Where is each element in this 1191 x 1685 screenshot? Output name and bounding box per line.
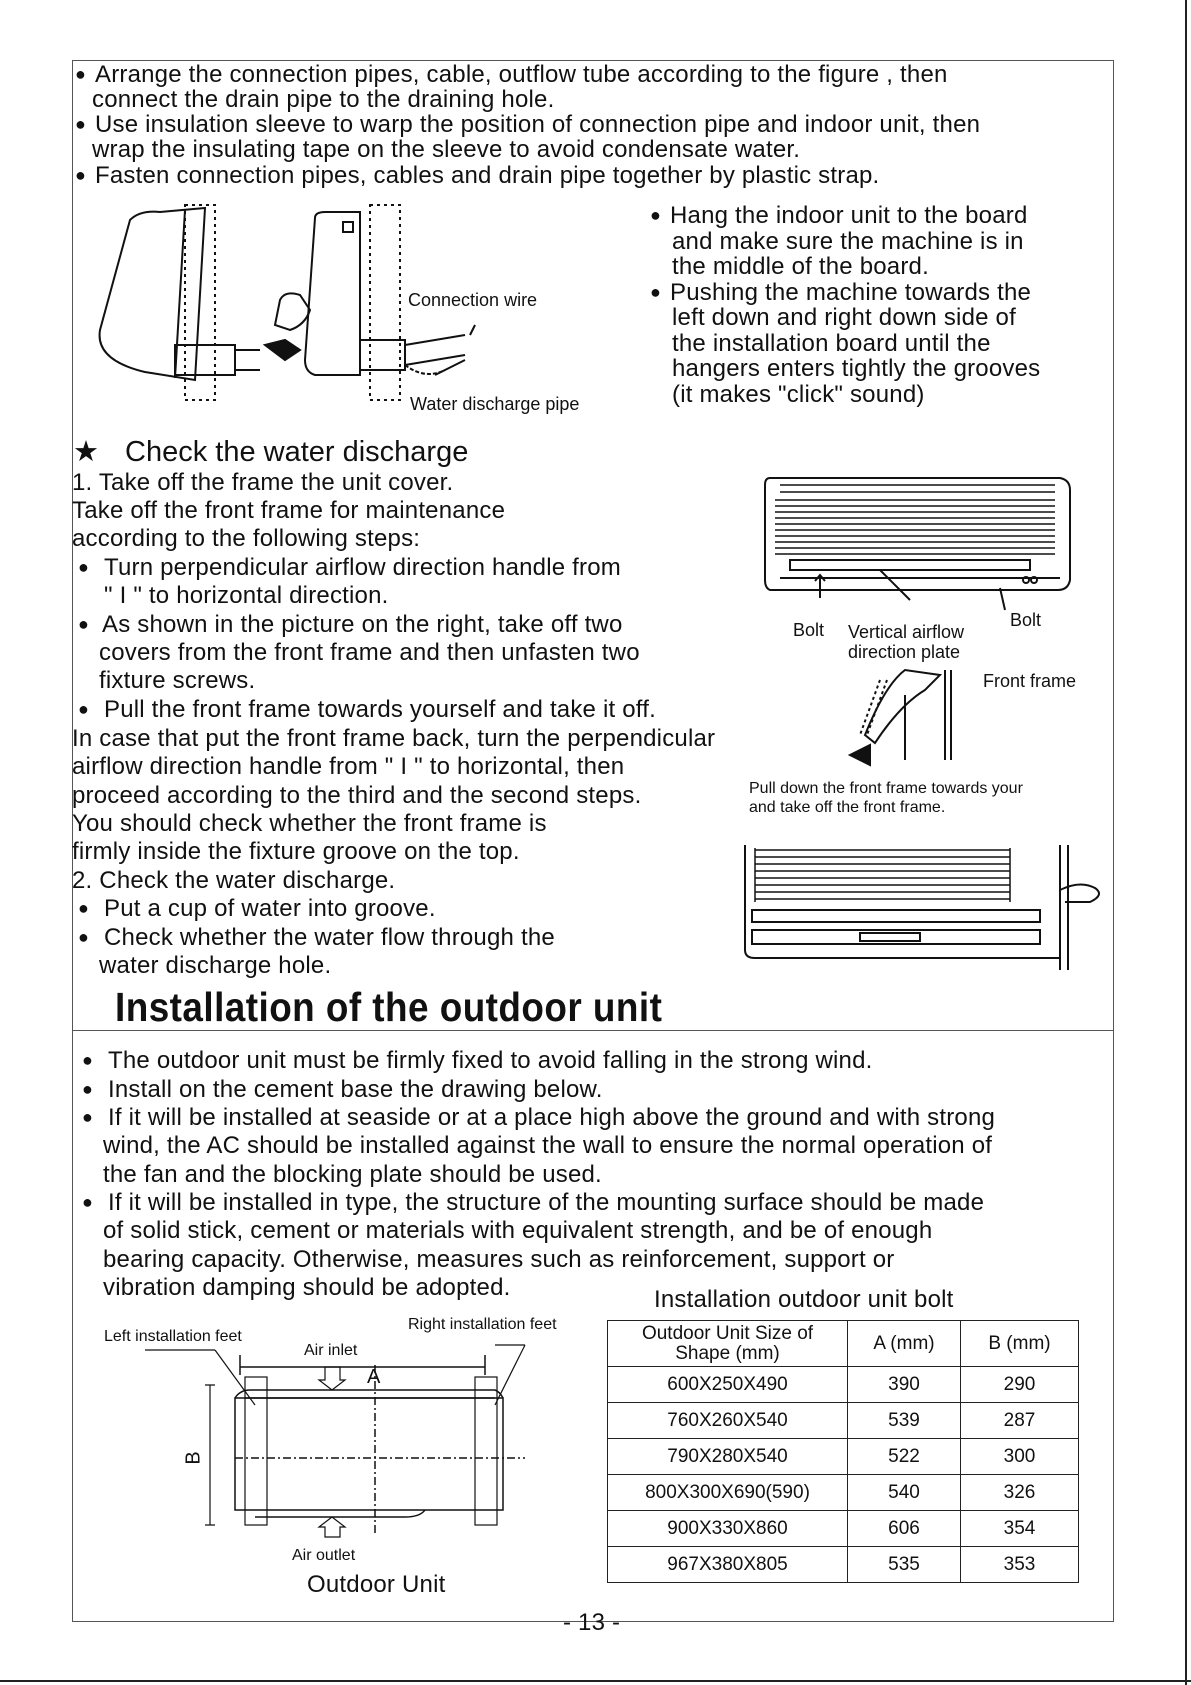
bullet-icon: ● <box>78 898 89 918</box>
bullet-icon: ● <box>75 64 86 84</box>
table-header-a: A (mm) <box>848 1321 961 1367</box>
table-cell-a: 539 <box>848 1403 961 1439</box>
text-line: In case that put the front frame back, turn the perpendicular <box>72 725 716 752</box>
table-row <box>608 1475 1079 1511</box>
text-line: hangers enters tightly the grooves <box>672 355 1041 382</box>
table-cell-b: 326 <box>961 1475 1079 1511</box>
air-outlet-label: Air outlet <box>292 1547 356 1564</box>
right-installation-feet-label: Right installation feet <box>408 1316 557 1333</box>
text-line: Arrange the connection pipes, cable, outflow tube according to the figure , then <box>95 61 948 88</box>
text-line: bearing capacity. Otherwise, measures such as reinforcement, support or <box>103 1246 895 1273</box>
text-line: 2. Check the water discharge. <box>72 867 396 894</box>
outdoor-unit-caption: Outdoor Unit <box>307 1571 446 1598</box>
air-inlet-label: Air inlet <box>304 1342 358 1359</box>
text-line: " I " to horizontal direction. <box>104 582 389 609</box>
table-header-b: B (mm) <box>961 1321 1079 1367</box>
bullet-icon: ● <box>75 165 86 185</box>
front-frame-label: Front frame <box>983 671 1077 691</box>
table-cell-b: 287 <box>961 1403 1079 1439</box>
table-cell-size: 800X300X690(590) <box>608 1475 848 1511</box>
vertical-plate-label-line2: direction plate <box>848 642 961 662</box>
table-row <box>608 1403 1079 1439</box>
text-line: vibration damping should be adopted. <box>103 1274 511 1301</box>
table-cell-b: 300 <box>961 1439 1079 1475</box>
text-line: the installation board until the <box>672 330 991 357</box>
text-line: You should check whether the front frame is <box>72 810 547 837</box>
water-discharge-pipe-label: Water discharge pipe <box>410 394 580 414</box>
table-row <box>608 1367 1079 1403</box>
text-line: Turn perpendicular airflow direction handle from <box>104 554 621 581</box>
indoor-unit-front-figure <box>760 470 1080 610</box>
bullet-icon: ● <box>82 1079 93 1099</box>
table-cell-a: 540 <box>848 1475 961 1511</box>
text-line: water discharge hole. <box>99 952 332 979</box>
bullet-icon: ● <box>82 1107 93 1127</box>
text-line: 1. Take off the frame the unit cover. <box>72 469 454 496</box>
table-header-size <box>608 1321 848 1367</box>
outdoor-unit-diagram <box>195 1345 535 1545</box>
front-frame-removal-figure <box>845 665 965 765</box>
indoor-unit-hanging-figure <box>85 200 645 420</box>
table-cell-size: 600X250X490 <box>608 1367 848 1403</box>
text-line: Pull the front frame towards yourself and take it off. <box>104 696 656 723</box>
front-frame-caption-line2: and take off the front frame. <box>749 799 946 816</box>
text-line: the fan and the blocking plate should be used. <box>103 1161 602 1188</box>
bolt-right-label: Bolt <box>1010 610 1042 630</box>
text-line: according to the following steps: <box>72 525 421 552</box>
table-cell-a: 390 <box>848 1367 961 1403</box>
table-row <box>608 1439 1079 1475</box>
text-line: firmly inside the fixture groove on the top. <box>72 838 520 865</box>
text-line: proceed according to the third and the second steps. <box>72 782 642 809</box>
text-line: the middle of the board. <box>672 253 929 280</box>
text-line: of solid stick, cement or materials with equivalent strength, and be of enough <box>103 1217 933 1244</box>
text-line: wrap the insulating tape on the sleeve to avoid condensate water. <box>92 136 801 163</box>
table-cell-a: 606 <box>848 1511 961 1547</box>
text-line: Fasten connection pipes, cables and drain pipe together by plastic strap. <box>95 162 880 189</box>
text-line: and make sure the machine is in <box>672 228 1024 255</box>
page-edge-bottom <box>0 1680 1191 1682</box>
dimension-b-label: B <box>182 1451 205 1465</box>
left-installation-feet-label: Left installation feet <box>104 1328 242 1345</box>
page-number: - 13 - <box>563 1609 621 1636</box>
table-cell-size: 967X380X805 <box>608 1547 848 1583</box>
bullet-icon: ● <box>650 205 661 225</box>
table-header-size-text: Outdoor Unit Size of Shape (mm) <box>641 1322 814 1364</box>
outdoor-section-title: Installation of the outdoor unit <box>115 984 663 1030</box>
text-line: If it will be installed in type, the structure of the mounting surface should be made <box>108 1189 985 1216</box>
section-heading: Check the water discharge <box>125 436 469 468</box>
text-line: (it makes "click" sound) <box>672 381 925 408</box>
text-line: Check whether the water flow through the <box>104 924 555 951</box>
connection-wire-label: Connection wire <box>408 290 538 310</box>
table-cell-size: 790X280X540 <box>608 1439 848 1475</box>
bullet-icon: ● <box>82 1050 93 1070</box>
bullet-icon: ● <box>78 927 89 947</box>
table-header-row <box>608 1321 1079 1367</box>
text-line: Use insulation sleeve to warp the position of connection pipe and indoor unit, then <box>95 111 981 138</box>
text-line: As shown in the picture on the right, take off two <box>102 611 623 638</box>
text-line: fixture screws. <box>99 667 256 694</box>
front-frame-caption-line1: Pull down the front frame towards your <box>749 780 1023 797</box>
table-cell-b: 290 <box>961 1367 1079 1403</box>
table-cell-size: 760X260X540 <box>608 1403 848 1439</box>
table-row <box>608 1511 1079 1547</box>
text-line: airflow direction handle from " I " to horizontal, then <box>72 753 625 780</box>
table-cell-a: 522 <box>848 1439 961 1475</box>
vertical-plate-label-line1: Vertical airflow <box>848 622 965 642</box>
text-line: covers from the front frame and then unfasten two <box>99 639 640 666</box>
water-discharge-figure <box>740 840 1120 970</box>
dimension-a-label: A <box>367 1366 381 1388</box>
bullet-icon: ● <box>78 557 89 577</box>
text-line: Put a cup of water into groove. <box>104 895 436 922</box>
text-line: wind, the AC should be installed against the wall to ensure the normal operation of <box>103 1132 993 1159</box>
table-cell-b: 354 <box>961 1511 1079 1547</box>
bullet-icon: ● <box>78 699 89 719</box>
text-line: left down and right down side of <box>672 304 1016 331</box>
bolt-table-title: Installation outdoor unit bolt <box>654 1286 954 1313</box>
text-line: Pushing the machine towards the <box>670 279 1032 306</box>
bullet-icon: ● <box>82 1192 93 1212</box>
bolt-size-table <box>607 1320 1079 1583</box>
table-cell-a: 535 <box>848 1547 961 1583</box>
bullet-icon: ● <box>78 614 89 634</box>
star-icon: ★ <box>73 436 99 468</box>
table-cell-b: 353 <box>961 1547 1079 1583</box>
bullet-icon: ● <box>75 114 86 134</box>
bolt-left-label: Bolt <box>793 620 825 640</box>
text-line: connect the drain pipe to the draining hole. <box>92 86 555 113</box>
text-line: The outdoor unit must be firmly fixed to avoid falling in the strong wind. <box>108 1047 873 1074</box>
bullet-icon: ● <box>650 282 661 302</box>
text-line: Hang the indoor unit to the board <box>670 202 1028 229</box>
text-line: If it will be installed at seaside or at a place high above the ground and with strong <box>108 1104 996 1131</box>
table-row <box>608 1547 1079 1583</box>
text-line: Take off the front frame for maintenance <box>72 497 506 524</box>
text-line: Install on the cement base the drawing below. <box>108 1076 603 1103</box>
table-cell-size: 900X330X860 <box>608 1511 848 1547</box>
section-divider <box>72 1030 1114 1031</box>
page-edge-right <box>1185 0 1187 1685</box>
